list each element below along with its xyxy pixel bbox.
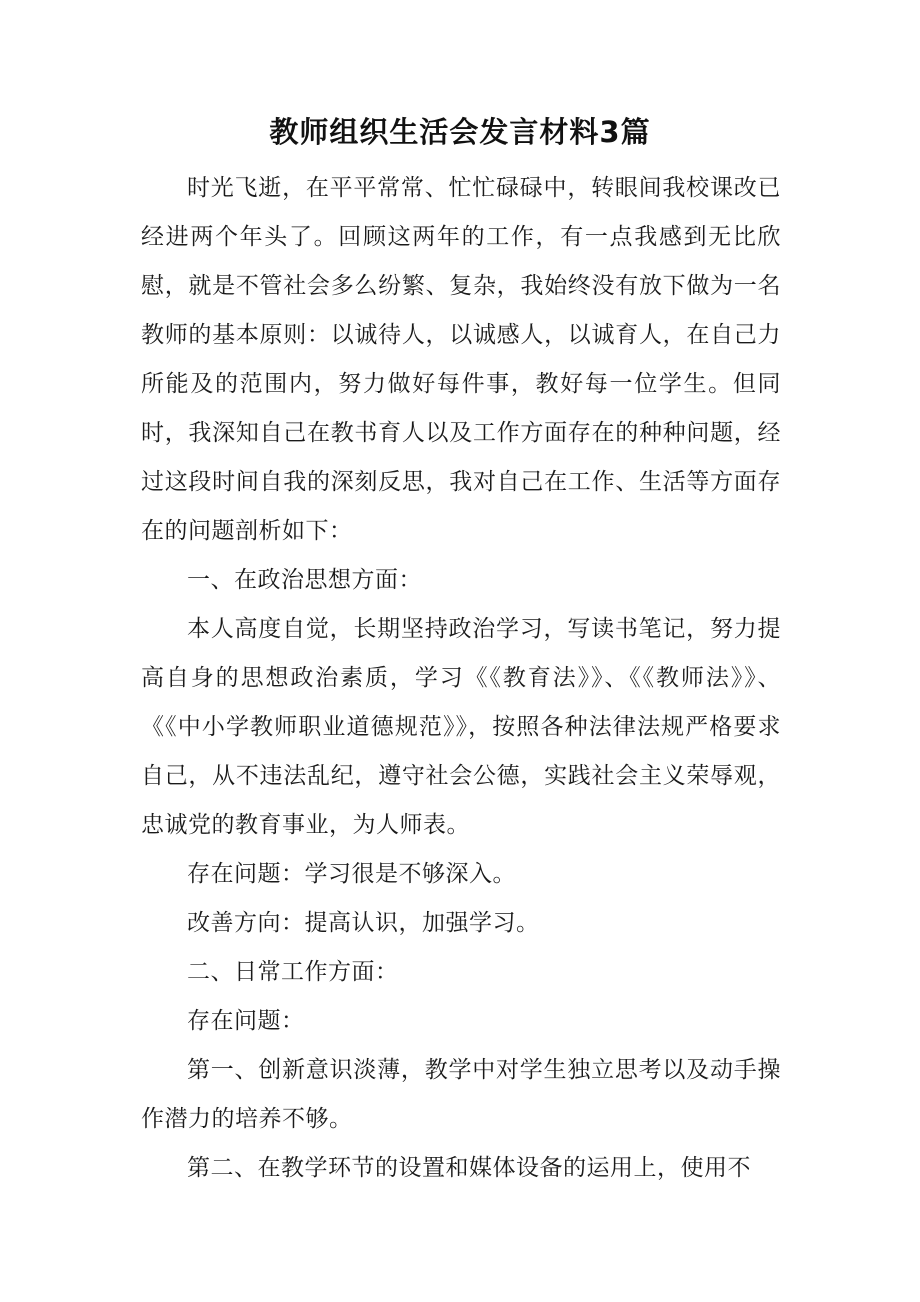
- paragraph-problems-label: 存在问题：: [187, 1008, 305, 1034]
- paragraph-problem: 存在问题：学习很是不够深入。: [187, 861, 516, 887]
- document-title: 教师组织生活会发言材料3篇: [269, 115, 651, 149]
- paragraph-intro: 时光飞逝，在平平常常、忙忙碌碌中，转眼间我校课改已经进两个年头了。回顾这两年的工作，有一点我感到无比欣慰，就是不管社会多么纷繁、复杂，我始终没有放下做为一名教师的基本原则：以诚待人，以诚感人，以诚育人，在自己力所能及的范围内，努力做好每件事，教好每一位学生。但同时，我深知自己在教书育人以及工作方面存在的种种问题，经过这段时间自我的深刻反思，我对自己在工作、生活等方面存在的问题剖析如下：: [141, 175, 781, 544]
- paragraph-political: 本人高度自觉，长期坚持政治学习，写读书笔记，努力提高自身的思想政治素质，学习《《教育法》》、《《教师法》》、《《中小学教师职业道德规范》》，按照各种法律法规严格要求自己，从不违法乱纪，遵守社会公德，实践社会主义荣辱观，忠诚党的教育事业，为人师表。: [141, 616, 781, 838]
- paragraph-improvement: 改善方向：提高认识，加强学习。: [187, 910, 540, 936]
- section-heading-political: 一、在政治思想方面：: [187, 567, 422, 593]
- section-heading-daily-work: 二、日常工作方面：: [187, 959, 399, 985]
- paragraph-problem-first: 第一、创新意识淡薄，教学中对学生独立思考以及动手操作潜力的培养不够。: [141, 1057, 781, 1132]
- paragraph-problem-second: 第二、在教学环节的设置和媒体设备的运用上，使用不: [187, 1155, 751, 1181]
- document-body: [141, 164, 781, 1193]
